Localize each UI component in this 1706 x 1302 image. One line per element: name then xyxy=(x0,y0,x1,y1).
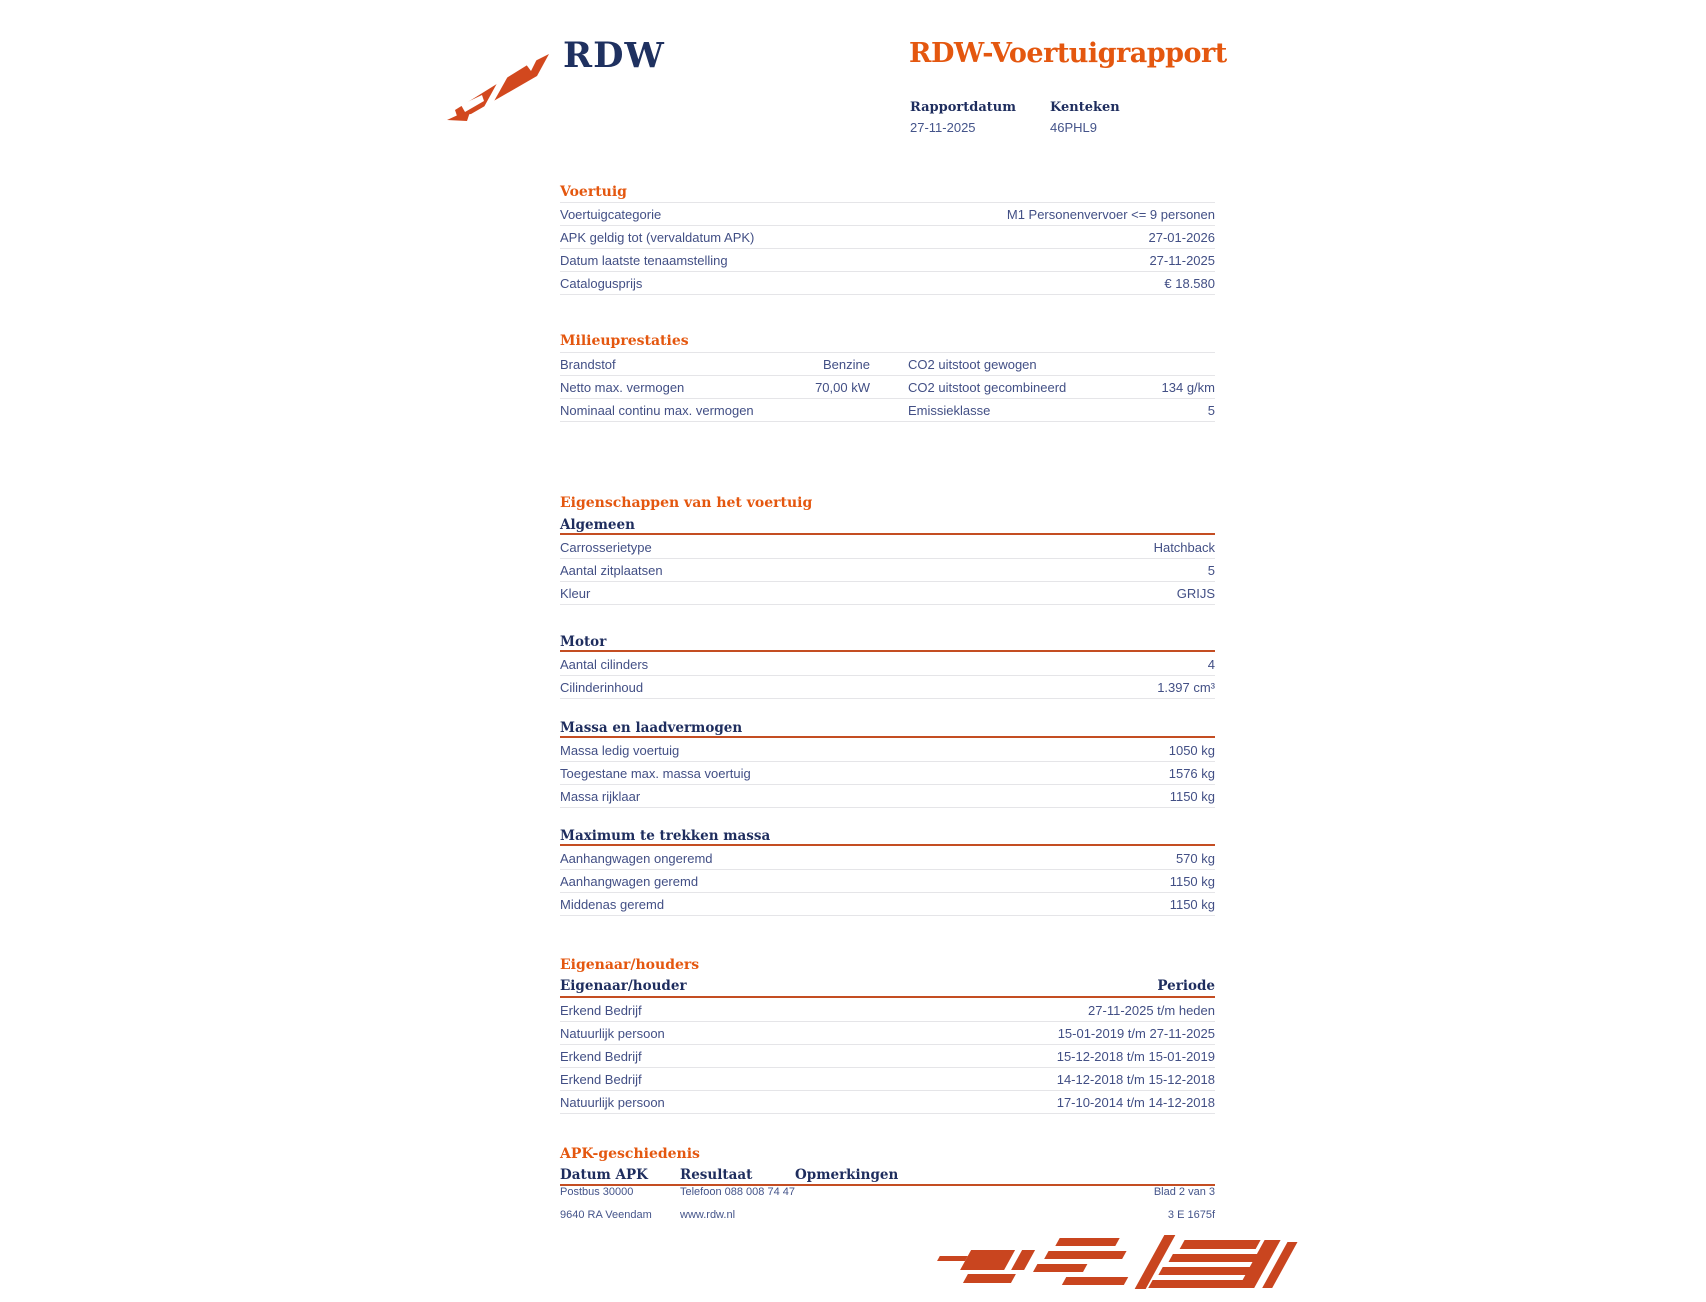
table-row xyxy=(560,653,1215,675)
footer-website: www.rdw.nl xyxy=(680,1209,736,1221)
table-row xyxy=(560,739,1215,761)
table-row xyxy=(560,536,1215,558)
row-label: Erkend Bedrijf xyxy=(560,1071,642,1087)
table-row xyxy=(560,761,1215,784)
footer-form-code: 3 E 1675f xyxy=(1167,1209,1215,1221)
row-value: Hatchback xyxy=(1153,539,1215,555)
page-title: RDW-Voertuigrapport xyxy=(909,38,1227,69)
row-value: 70,00 kW xyxy=(815,379,870,395)
kenteken-label: Kenteken xyxy=(1050,100,1120,115)
footer-phone: Telefoon 088 008 74 47 xyxy=(680,1186,795,1198)
column-header-resultaat: Resultaat xyxy=(680,1167,753,1183)
table-row xyxy=(560,581,1215,605)
section-title-eigenaar: Eigenaar/houders xyxy=(560,957,700,973)
voertuig-table xyxy=(560,202,1215,295)
algemeen-table xyxy=(560,536,1215,605)
row-value: 27-01-2026 xyxy=(1148,229,1215,245)
row-value: 14-12-2018 t/m 15-12-2018 xyxy=(1056,1071,1215,1087)
row-value: Benzine xyxy=(823,356,870,372)
row-value: 4 xyxy=(1207,656,1215,672)
row-value: 5 xyxy=(1207,562,1215,578)
row-value: 1.397 cm³ xyxy=(1157,679,1215,695)
table-row xyxy=(560,1044,1215,1067)
row-label: Aanhangwagen geremd xyxy=(560,873,699,889)
row-label: Toegestane max. massa voertuig xyxy=(560,765,751,781)
table-row xyxy=(560,225,1215,248)
column-header-periode: Periode xyxy=(1157,978,1215,994)
row-label: Emissieklasse xyxy=(908,402,991,418)
eigenaar-header-row xyxy=(560,978,1215,994)
subsection-title-massa: Massa en laadvermogen xyxy=(560,720,743,736)
subsection-title-trekken-massa: Maximum te trekken massa xyxy=(560,828,771,844)
row-value: 5 xyxy=(1207,402,1215,418)
row-label: Datum laatste tenaamstelling xyxy=(560,252,728,268)
row-value: 134 g/km xyxy=(1161,379,1215,395)
subsection-title-algemeen: Algemeen xyxy=(560,517,635,533)
row-label: Aantal zitplaatsen xyxy=(560,562,663,578)
row-label: Aantal cilinders xyxy=(560,656,649,672)
table-row xyxy=(560,558,1215,581)
row-label: Brandstof xyxy=(560,356,616,372)
row-value: 15-01-2019 t/m 27-11-2025 xyxy=(1057,1025,1215,1041)
row-label: APK geldig tot (vervaldatum APK) xyxy=(560,229,755,245)
row-value: 17-10-2014 t/m 14-12-2018 xyxy=(1056,1094,1215,1110)
column-header-datum-apk: Datum APK xyxy=(560,1167,648,1183)
table-row xyxy=(560,869,1215,892)
table-row xyxy=(560,248,1215,271)
row-label: Erkend Bedrijf xyxy=(560,1048,642,1064)
row-value: 1150 kg xyxy=(1169,873,1215,889)
column-header-opmerkingen: Opmerkingen xyxy=(795,1167,899,1183)
row-label: Voertuigcategorie xyxy=(560,206,662,222)
row-value: 1050 kg xyxy=(1168,742,1215,758)
table-row xyxy=(560,675,1215,699)
row-value: 27-11-2025 t/m heden xyxy=(1088,1002,1215,1018)
row-label: Natuurlijk persoon xyxy=(560,1094,665,1110)
row-value: 15-12-2018 t/m 15-01-2019 xyxy=(1056,1048,1215,1064)
table-row xyxy=(560,1067,1215,1090)
section-title-apk: APK-geschiedenis xyxy=(560,1146,700,1162)
row-value: 1150 kg xyxy=(1169,896,1215,912)
trekken-massa-table xyxy=(560,847,1215,916)
section-title-voertuig: Voertuig xyxy=(560,184,627,200)
row-label: Erkend Bedrijf xyxy=(560,1002,642,1018)
subsection-title-motor: Motor xyxy=(560,634,607,650)
row-label: Netto max. vermogen xyxy=(560,379,685,395)
orange-rule xyxy=(560,1184,1215,1186)
orange-rule xyxy=(560,996,1215,998)
footer-address-line1: Postbus 30000 xyxy=(560,1186,634,1198)
table-row xyxy=(560,784,1215,808)
speed-stripes-graphic xyxy=(913,1232,1318,1302)
massa-table xyxy=(560,739,1215,808)
row-value: 570 kg xyxy=(1175,850,1215,866)
row-value: 27-11-2025 xyxy=(1149,252,1215,268)
table-row xyxy=(560,999,1215,1021)
row-value: M1 Personenvervoer <= 9 personen xyxy=(1006,206,1215,222)
table-row xyxy=(560,398,1215,422)
table-row xyxy=(560,271,1215,295)
table-row xyxy=(560,202,1215,225)
orange-rule xyxy=(560,650,1215,652)
rdw-feather-logo-icon xyxy=(441,46,553,124)
column-header-eigenaar: Eigenaar/houder xyxy=(560,978,687,994)
row-label: Catalogusprijs xyxy=(560,275,643,291)
footer-page-indicator: Blad 2 van 3 xyxy=(1153,1186,1215,1198)
row-label: Aanhangwagen ongeremd xyxy=(560,850,713,866)
rapportdatum-label: Rapportdatum xyxy=(910,100,1016,115)
table-row xyxy=(560,847,1215,869)
table-row xyxy=(560,352,1215,375)
rdw-logotype: RDW xyxy=(563,35,665,76)
table-row xyxy=(560,892,1215,916)
row-label: Massa ledig voertuig xyxy=(560,742,680,758)
row-label: Middenas geremd xyxy=(560,896,665,912)
row-label: Natuurlijk persoon xyxy=(560,1025,665,1041)
orange-rule xyxy=(560,533,1215,535)
row-label: Kleur xyxy=(560,585,591,601)
orange-rule xyxy=(560,736,1215,738)
table-row xyxy=(560,375,1215,398)
row-label: CO2 uitstoot gewogen xyxy=(908,356,1037,372)
section-title-eigenschappen: Eigenschappen van het voertuig xyxy=(560,495,813,511)
footer-address-line2: 9640 RA Veendam xyxy=(560,1209,652,1221)
orange-rule xyxy=(560,844,1215,846)
table-row xyxy=(560,1090,1215,1114)
rapportdatum-value: 27-11-2025 xyxy=(910,120,976,135)
section-title-milieuprestaties: Milieuprestaties xyxy=(560,333,689,349)
eigenaar-table xyxy=(560,999,1215,1114)
row-value: GRIJS xyxy=(1176,585,1215,601)
row-label: CO2 uitstoot gecombineerd xyxy=(908,379,1067,395)
row-value: € 18.580 xyxy=(1164,275,1215,291)
row-label: Massa rijklaar xyxy=(560,788,641,804)
motor-table xyxy=(560,653,1215,699)
row-label: Carrosserietype xyxy=(560,539,652,555)
row-label: Cilinderinhoud xyxy=(560,679,644,695)
row-label: Nominaal continu max. vermogen xyxy=(560,402,754,418)
row-value: 1150 kg xyxy=(1169,788,1215,804)
kenteken-value: 46PHL9 xyxy=(1050,120,1097,135)
table-row xyxy=(560,1021,1215,1044)
row-value: 1576 kg xyxy=(1168,765,1215,781)
milieuprestaties-table xyxy=(560,352,1215,422)
